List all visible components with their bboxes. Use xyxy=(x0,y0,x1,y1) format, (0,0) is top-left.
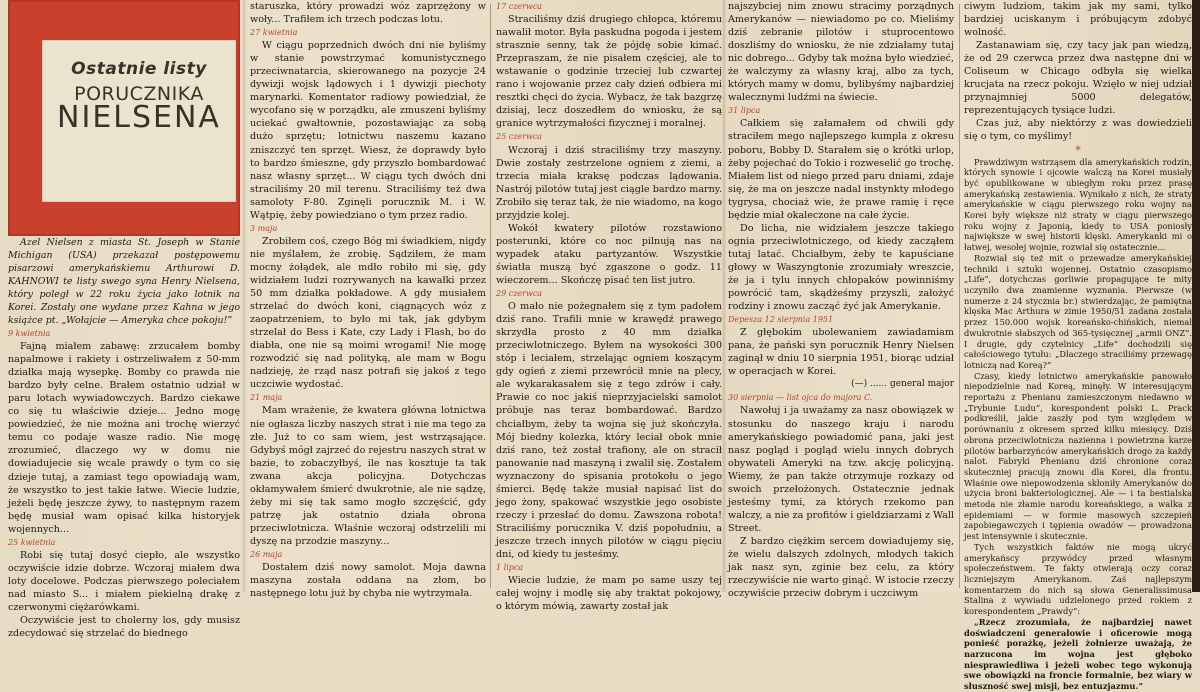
title-box xyxy=(8,0,240,236)
entry-date: 29 czerwca xyxy=(496,289,543,299)
title-line-1: Ostatnie listy xyxy=(71,59,207,79)
paragraph: „Rzecz zrozumiała, że najbardziej nawet doświadczeni generałowie i oficerowie mogą ponieść porażkę, jeżeli żołnierze uważają, że narzucona im wojna jest głęboko niesprawiedliwa i jeżeli wobec tego wykonują swe obowiązki na froncie formalnie, bez wiary w słuszność swej misji, bez entuzjazmu.” xyxy=(964,616,1192,692)
paragraph: Wczoraj i dziś straciliśmy trzy maszyny. Dwie zostały zestrzelone ogniem z ziemi, a trzecia miała kraksę podczas lądowania. Nastrój pilotów tutaj jest ciągle bardzo marny. Zrobiło się teraz tak, że nie wiadomo, na kogo przyjdzie kolej. xyxy=(496,144,722,221)
entry-date: 3 maja xyxy=(250,223,278,233)
paragraph: Wokół kwatery pilotów rozstawiono posterunki, które co noc pilnują nas na wypadek ataku partyzantów. Wszystkie światła muszą być zgaszone o godz. 11 wieczorem... Skończę pisać ten list jutro. xyxy=(496,222,722,286)
page-fold xyxy=(722,0,726,592)
paragraph: Wiecie ludzie, że mam po same uszy tej całej wojny i modlę się aby traktat pokojowy, o którym mówią, zawarty został jak xyxy=(496,575,722,613)
entry-date: Depesza 12 sierpnia 1951 xyxy=(728,315,834,325)
entry-date: 30 sierpnia — list ojca do majora C. xyxy=(728,393,873,403)
column-5 xyxy=(964,0,1192,692)
paragraph: O mało nie pożegnałem się z tym padołem dziś rano. Trafili mnie w krawędź prawego skrzydła prosto z 40 mm działka przeciwlotniczego. Byłem na wysokości 300 stóp i leciałem, strzelając ogniem koszącym gdy ogień z ziemi przewrócił mnie na plecy, ale wykarakasałem się z tego zdrów i cały. Prawie co noc jakiś nieprzyjacielski samolot próbuje nas teraz bombardować. Bardzo chciałbym, żeby ta wojna się już skończyła. Mój biedny kolezka, który leciał obok mnie dziś rano, też został trafiony, ale on stracił panowanie nad maszyną i zwalił się. Zostałem wyznaczony do spisania protokołu o jego śmierci. Będę także musiał napisać list do jego żony, spakować wszystkie jego osobiste rzeczy i przesłać do domu. Zawszona robota! Straciliśmy porucznika V. dziś popołudniu, a jeszcze trzech innych pilotów w ciągu pięciu dni, od kiedy tu jesteśmy. xyxy=(496,301,722,560)
paragraph: Z bardzo ciężkim sercem dowiadujemy się, że wielu dalszych zdolnych, młodych takich jak nasz syn, zginie bez celu, za który rzeczywiście nie warto ginąć. W istocie rzeczy oczywiście przeciw dobrym i uczciwym xyxy=(728,535,954,600)
entry-date: 26 maja xyxy=(250,549,283,559)
commentary xyxy=(964,157,1192,692)
lead-paragraph: Azel Nielsen z miasta St. Joseph w Stanie Michigan (USA) przekazał postępowemu pisarzowi amerykańskiemu Arthurowi D. KAHNOWI te listy swego syna Henry Nielsena, który poległ w 22 roku życia jako lotnik na Korei. Zostały one wydane przez Kahna w jego książce pt. „Wołajcie — Ameryka chce pokoju!” xyxy=(8,237,240,326)
paragraph: Całkiem się załamałem od chwili gdy straciłem mego najlepszego kumpla z okresu poboru, Bobby D. Starałem się o krótki urlop, żeby pojechać do Tokio i rozweselić go trochę. Miałem list od niego przed paru dniami, zdaje się, że ma on jeszcze nadal instynkty młodego tygrysa, chociaż wie, że prawe ramię i ręce będzie miał okaleczone na całe życie. xyxy=(728,118,954,221)
column-2 xyxy=(250,0,486,600)
signature: (—) ...... general major xyxy=(851,379,954,390)
column-4 xyxy=(728,0,954,600)
paragraph: ciwym ludziom, takim jak my sami, tylko bardziej uciskanym i próbującym zdobyć wolność. xyxy=(964,1,1192,39)
paragraph: Mam wrażenie, że kwatera główna lotnictwa nie ogłasza liczby naszych strat i nie ma tego za złe. Już to co sam wiem, jest wstrząsające. Gdybyś mógł zajrzeć do rejestru naszych strat w bazie, to zobaczyłbyś, ile nas kosztuje ta tak zwana akcja policyjna. Dotychczas okłamywałem śmierć dwukrotnie, ale nie sądzę, żeby mi się tak samo mogło szczęścić, gdy patrzę jak ostatnio działa obrona przeciwlotnicza. Właśnie wczoraj odstrzelili mi dyszę na przodzie maszyny... xyxy=(250,405,486,547)
paragraph: Z głębokim ubolewaniem zawiadamiam pana, że pański syn porucznik Henry Nielsen zaginął w dniu 10 sierpnia 1951, biorąc udział w operacjach w Korei. xyxy=(728,327,954,378)
entry-date: 17 czerwca xyxy=(496,2,543,11)
title-line-3: NIELSENA xyxy=(57,100,221,136)
entry-date: 1 lipca xyxy=(496,563,524,573)
paragraph: Dostałem dziś nowy samolot. Moja dawna maszyna została oddana na złom, bo następnego lotu już by chyba nie wytrzymała. xyxy=(250,562,486,600)
paragraph: Zrobiłem coś, czego Bóg mi świadkiem, nigdy nie myślałem, że zrobię. Sądziłem, że mam mocny żołądek, ale mdło robiło mi się, gdy widziałem ludzi rozrywanych na kawałki przez 50 mm działka pokładowe. A gdy musiałem strzelać do dwóch koni, ciągnących wóz z zaopatrzeniem, to było mi tak, jak gdybym strzelał do Bess i Kate, czy Lady i Flash, bo do diabła, one nie są moimi wrogami! Nie mogę rozwodzić się nad polityką, ale mam w Bogu nadzieję, że rząd nasz potrafi się jakoś z tego uczciwie wydostać. xyxy=(250,235,486,391)
entry-date: 9 kwietnia xyxy=(8,329,51,338)
column-rule xyxy=(490,4,491,588)
paragraph: Oczywiście jest to cholerny los, gdy musisz zdecydować się strzelać do biednego xyxy=(8,615,240,640)
paragraph: Rozwiał się też mit o przewadze amerykańskiej techniki i sztuki wojennej. Ostatnio czasopismo „Life”, dotychczas gorliwie propagujące te mity uczyniło dwa znamienne wyznania. Pierwsze (w numerze z 24 stycznia br.) stwierdzając, że pamiętna klęska Mac Arthura w zimie 1950/51 zadana została przez 150.000 wojsk koreańsko-chińskich, niemal dwukrotnie słabszych od 365-tysięcznej „armii ONZ”. I drugie, gdy czytelnicy „Life” dochodzili się całościowego tytułu: „Dlaczego straciliśmy przewagę lotniczą nad Koreą?” xyxy=(964,252,1192,370)
entry-date: 31 lipca xyxy=(728,106,761,116)
paragraph: najszybciej nim znowu stracimy porządnych Amerykanów — niewiadomo po co. Mieliśmy dziś zebranie pilotów i stuprocentowo doszliśmy do wniosku, że nie zdziałamy tutaj nic dobrego... Gdyby tak można było wiedzieć, że walczymy za własny kraj, albo za tych, których mamy w domu, bylibyśmy najbardziej walecznymi ludźmi na świecie. xyxy=(728,1,954,104)
paragraph: Robi się tutaj dosyć ciepło, ale wszystko oczywiście idzie dobrze. Wczoraj miałem dwa loty docelowe. Podczas pierwszego poleciałem nad miasto S... i miałem piekielną drakę z czerwonymi ciężarówkami. xyxy=(8,549,240,613)
paragraph: staruszka, który prowadzi wóz zaprzężony w woły... Trafiłem ich trzech podczas lotu. xyxy=(250,1,486,26)
title-line-2: PORUCZNIKA xyxy=(74,83,204,106)
paragraph: Nawołuj i ja uważamy za nasz obowiązek w stosunku do naszego kraju i narodu amerykańskiego powiadomić pana, jaki jest nasz pogląd i pogląd wielu innych dobrych obywateli Ameryki na tzw. akcję policyjną. Wiemy, że pan także otrzymuje rozkazy od swoich przełożonych. Ostatecznie jednak jesteśmy tymi, za których rzekomo pan walczy, a nie za profitów i gieldziarzami z Wall Street. xyxy=(728,405,954,534)
paragraph: Czasy, kiedy lotnictwo amerykańskie panowało niepodzielnie nad Koreą, minęły. W interesującym reportażu z Phenianu zamieszczonym niedawno w „Trybunie Ludu”, korespondent polski L. Prack podkreślił, jakie zaszły pod tym względem w porównaniu z okresem sprzed kilku miesięcy. Dziś obrona przeciwlotnicza nazienna i powietrzna karze pilotów barbarzyńców amerykańskich drogo za każdy nalot. Fabryki Phenianu dziś chronione coraz skuteczniej pracują znowu dla Korei, dla frontu. Właśnie owe niepowodzenia skłoniły Amerykanów do użycia broni bakteriologicznej. Ale — i ta bestialska metoda nie złamie narodu koreańskiego, a walka z epidemiami — w formie masowych szczepień zapobiegawczych i tępienia owadów — prowadzona jest intensywnie i skutecznie. xyxy=(964,370,1192,542)
paragraph: Do licha, nie widziałem jeszcze takiego ognia przeciwlotniczego, od kiedy zacząłem tutaj latać. Chciałbym, żeby te kapuściane głowy w Waszyngtonie zrozumiały wreszcie, że ja i tylu innych chłopaków powinniśmy powrócić tam, skądżeśmy przyszli, założyć rodziny i znowu zacząć żyć jak Amerykanie. xyxy=(728,222,954,313)
column-3 xyxy=(496,0,722,613)
entry-date: 27 kwietnia xyxy=(250,28,298,38)
entry-date: 25 kwietnia xyxy=(8,537,56,547)
torn-edge xyxy=(1192,0,1200,592)
entry-date: 25 czerwca xyxy=(496,132,543,142)
paragraph: Fajną miałem zabawę: zrzucałem bomby napalmowe i rakiety i ostrzeliwałem z 50-mm działka mają wysepkę. Bomby co prawda nie bardzo były celne. Brałem ostatnio udział w paru lotach wywiadowczych. Bardzo ciekawe co się tu właściwie dzieje... Jedno mogę powiedzieć, że nie można ani trochę wierzyć temu co podaje wasze radio. Nie mogę zrozumieć, dlaczego wy w domu nie dowiadujecie się wcale prawdy o tym co się dzieje tutaj, a zamiast tego opowiadają wam, że wszystko to jest takie łatwe. Wiecie ludzie, jeżeli będę jeszcze żywy, to następnym razem będę musiał wam opisać kilka historyjek wojennych... xyxy=(8,341,240,535)
column-rule xyxy=(959,4,960,588)
paragraph: Tych wszystkich faktów nie mogą ukryć amerykańscy przywódcy przed własnym społeczeństwem. Te fakty otwierają oczy coraz liczniejszym Amerykanom. Zaś najlepszym komentarzem do nich są słowa Generalissimusa Stalina z wywiadu udzielonego przed rokiem z korespondentem „Prawdy”: xyxy=(964,541,1192,617)
paragraph: Czas już, aby niektórzy z was dowiedzieli się o tym, co myślimy! xyxy=(964,118,1192,143)
paragraph: Zastanawiam się, czy tacy jak pan wiedzą, że od 29 czerwca przez dwa następne dni w Coliseum w Chicago odbyła się wielka krucjata na rzecz pokoju. Wzięło w niej udział przynajmniej 5000 delegatów, reprezentujących tysiące ludzi. xyxy=(964,40,1192,117)
paragraph: Straciliśmy dziś drugiego chłopca, któremu nawalił motor. Była paskudna pogoda i jestem strasznie senny, tak że pójdę sobie kimać. Przepraszam, że nie pisałem częściej, ale to wstawanie o godzinie trzeciej lub czwartej rano i wojowanie przez cały dzień odbiera mi resztki chęci do życia. Wybacz, że tak bazgrzę dzisiaj, lecz doszedłem do wniosku, że są granice wytrzymałości fizycznej i moralnej. xyxy=(496,14,722,130)
column-1 xyxy=(8,0,240,640)
entry-date: 21 maja xyxy=(250,393,283,403)
paragraph: Prawdziwym wstrząsem dla amerykańskich rodzin, których synowie i ojcowie walczą na Korei musiały być opublikowane w ubiegłym roku przez prasę amerykańską zestawienia. Wynikało z nich, że straty amerykańskie w ciągu pierwszego roku wojny na Korei były większe niż straty w ciągu pierwszego roku wojny z Japonią, kiedy to USA poniosły największe w swej historii klęski. Amerykanki mi o łatwej, wesołej wojnie, rozwiał się ostatecznie... xyxy=(964,156,1192,253)
paragraph: W ciągu poprzednich dwóch dni nie byliśmy w stanie powstrzymać komunistycznego przeciwnatarcia, skierowanego na pozycje 24 dywizji wojsk lądowych i 1 dywizji piechoty marynarki. Komentator radiowy powiedział, że wycofano się w porządku, ale zmuszeni byliśmy uciekać gwałtownie, pozostawiając za sobą dużo sprzętu; lotnictwu naszemu kazano zniszczyć ten sprzęt. Wiesz, że doprawdy było to bardzo śmieszne, gdy przyszło bombardować nasz własny sprzęt... W ciągu tych dwóch dni straciliśmy 20 mil terenu. Straciliśmy też dwa samoloty F-80. Zginęli porucznik M. i W. Wątpię, żeby powiedziano o tym przez radio. xyxy=(250,40,486,221)
title-panel xyxy=(42,40,236,202)
page-fold xyxy=(242,0,246,592)
separator-star: * xyxy=(1075,143,1081,157)
